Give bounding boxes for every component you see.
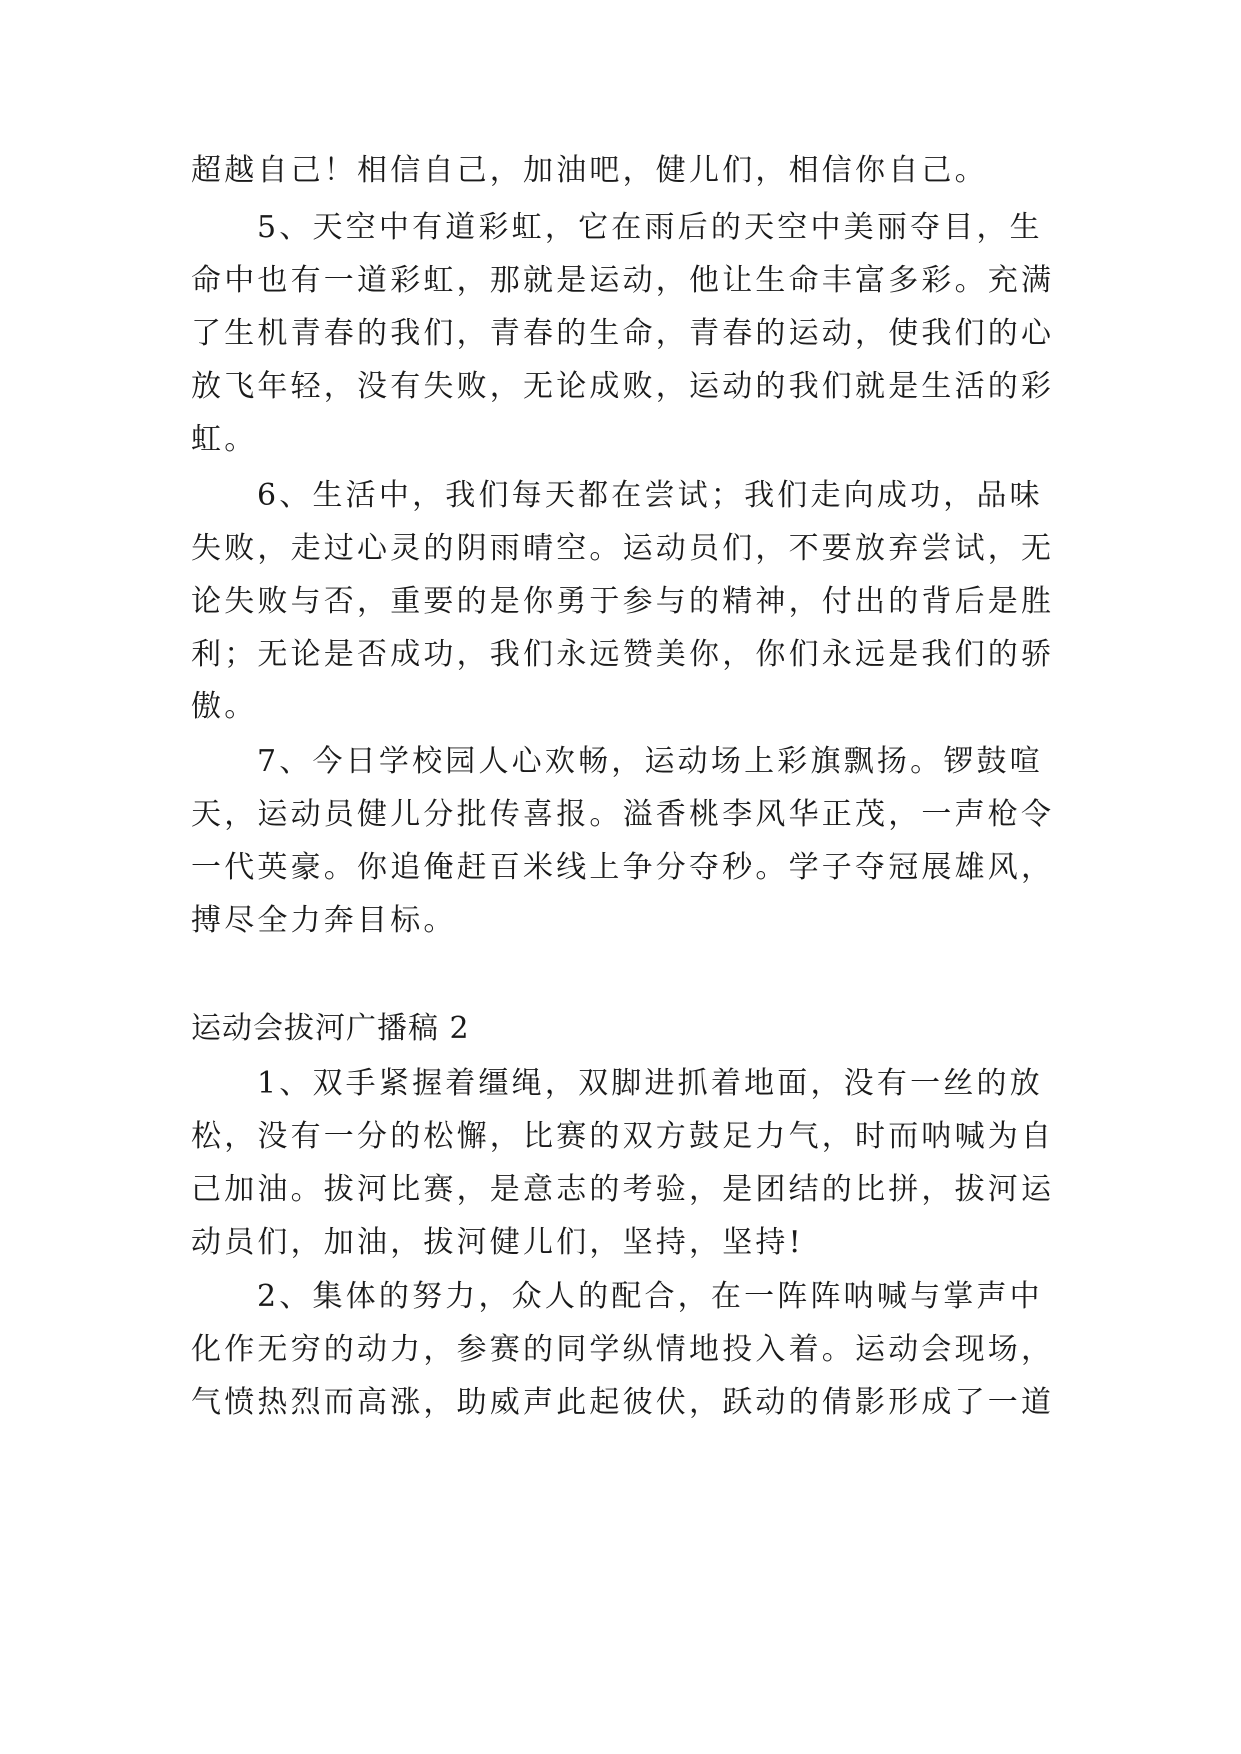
paragraph-line: 动员们，加油，拔河健儿们，坚持，坚持!	[191, 1225, 804, 1260]
paragraph-line: 了生机青春的我们，青春的生命，青春的运动，使我们的心	[191, 316, 1055, 351]
paragraph-line: 2、集体的努力，众人的配合，在一阵阵呐喊与掌声中	[257, 1279, 1043, 1314]
paragraph-line: 利；无论是否成功，我们永远赞美你，你们永远是我们的骄	[191, 637, 1055, 672]
paragraph-line: 5、天空中有道彩虹，它在雨后的天空中美丽夺目，生	[257, 210, 1043, 245]
paragraph-line: 虹。	[191, 422, 258, 457]
paragraph-line: 化作无穷的动力，参赛的同学纵情地投入着。运动会现场，	[191, 1332, 1055, 1367]
paragraph-line: 命中也有一道彩虹，那就是运动，他让生命丰富多彩。充满	[191, 263, 1055, 298]
paragraph-line: 己加油。拔河比赛，是意志的考验，是团结的比拼，拔河运	[191, 1172, 1055, 1207]
paragraph-line: 6、生活中，我们每天都在尝试；我们走向成功，品味	[257, 478, 1043, 513]
paragraph-line: 失败，走过心灵的阴雨晴空。运动员们，不要放弃尝试，无	[191, 531, 1055, 566]
paragraph-line: 气愤热烈而高涨，助威声此起彼伏，跃动的倩影形成了一道	[191, 1385, 1055, 1420]
paragraph-line: 放飞年轻，没有失败，无论成败，运动的我们就是生活的彩	[191, 369, 1055, 404]
paragraph-line: 天，运动员健儿分批传喜报。溢香桃李风华正茂，一声枪令	[191, 797, 1055, 832]
paragraph-line: 超越自己！相信自己，加油吧，健儿们，相信你自己。	[191, 153, 988, 188]
paragraph-line: 搏尽全力奔目标。	[191, 903, 457, 938]
paragraph-line: 7、今日学校园人心欢畅，运动场上彩旗飘扬。锣鼓喧	[257, 744, 1043, 779]
paragraph-line: 傲。	[191, 689, 258, 724]
paragraph-line: 1、双手紧握着缰绳，双脚进抓着地面，没有一丝的放	[257, 1066, 1043, 1101]
paragraph-line: 论失败与否，重要的是你勇于参与的精神，付出的背后是胜	[191, 584, 1055, 619]
paragraph-line: 松，没有一分的松懈，比赛的双方鼓足力气，时而呐喊为自	[191, 1119, 1055, 1154]
paragraph-line: 一代英豪。你追俺赶百米线上争分夺秒。学子夺冠展雄风，	[191, 850, 1055, 885]
section-heading: 运动会拔河广播稿 2	[191, 1011, 470, 1046]
